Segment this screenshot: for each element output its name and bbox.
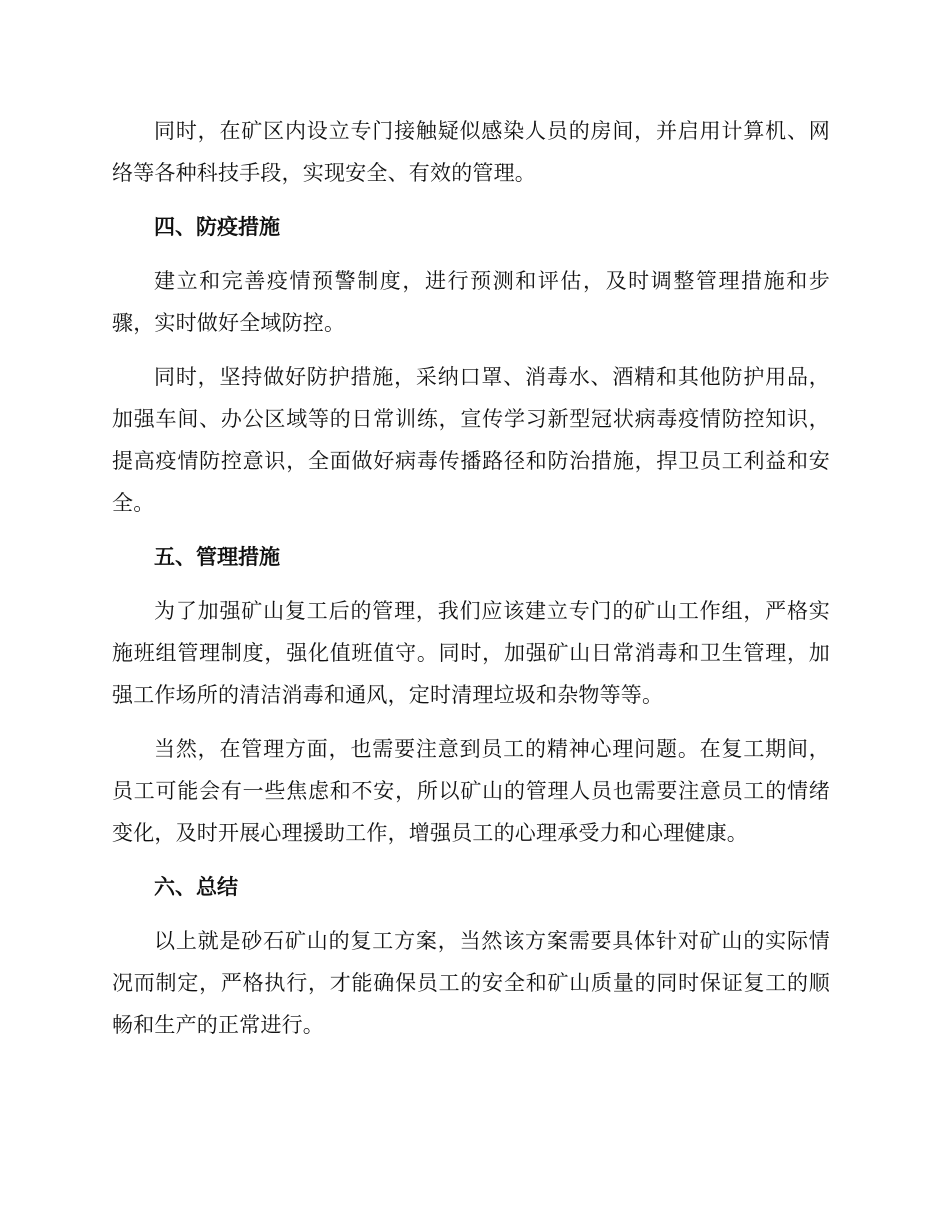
paragraph-gap xyxy=(112,908,830,920)
paragraph-mental-health: 当然，在管理方面，也需要注意到员工的精神心理问题。在复工期间，员工可能会有一些焦虑和不安，所以矿山的管理人员也需要注意员工的情绪变化，及时开展心理援助工作，增强员工的心理承受力和心理健康。 xyxy=(112,737,830,845)
paragraph-gap xyxy=(112,194,830,206)
section-heading-epidemic-prevention: 四、防疫措施 xyxy=(154,215,280,239)
paragraph-gap xyxy=(112,578,830,590)
document-page xyxy=(112,110,830,1046)
paragraph-work-group: 为了加强矿山复工后的管理，我们应该建立专门的矿山工作组，严格实施班组管理制度，强化值班值守。同时，加强矿山日常消毒和卫生管理，加强工作场所的清洁消毒和通风，定时清理垃圾和杂物等等。 xyxy=(112,599,830,707)
paragraph-early-warning: 建立和完善疫情预警制度，进行预测和评估，及时调整管理措施和步骤，实时做好全域防控。 xyxy=(112,269,830,335)
section-heading-management: 五、管理措施 xyxy=(154,545,280,569)
paragraph-gap xyxy=(112,524,830,536)
paragraph-isolation-room: 同时，在矿区内设立专门接触疑似感染人员的房间，并启用计算机、网络等各种科技手段，实现安全、有效的管理。 xyxy=(112,119,830,185)
paragraph-gap xyxy=(112,854,830,866)
paragraph-gap xyxy=(112,716,830,728)
paragraph-gap xyxy=(112,248,830,260)
paragraph-protective-measures: 同时，坚持做好防护措施，采纳口罩、消毒水、酒精和其他防护用品，加强车间、办公区域等的日常训练，宣传学习新型冠状病毒疫情防控知识，提高疫情防控意识，全面做好病毒传播路径和防治措施，捍卫员工利益和安全。 xyxy=(112,365,830,515)
section-heading-summary: 六、总结 xyxy=(154,875,238,899)
paragraph-gap xyxy=(112,344,830,356)
paragraph-conclusion: 以上就是砂石矿山的复工方案，当然该方案需要具体针对矿山的实际情况而制定，严格执行，才能确保员工的安全和矿山质量的同时保证复工的顺畅和生产的正常进行。 xyxy=(112,929,830,1037)
